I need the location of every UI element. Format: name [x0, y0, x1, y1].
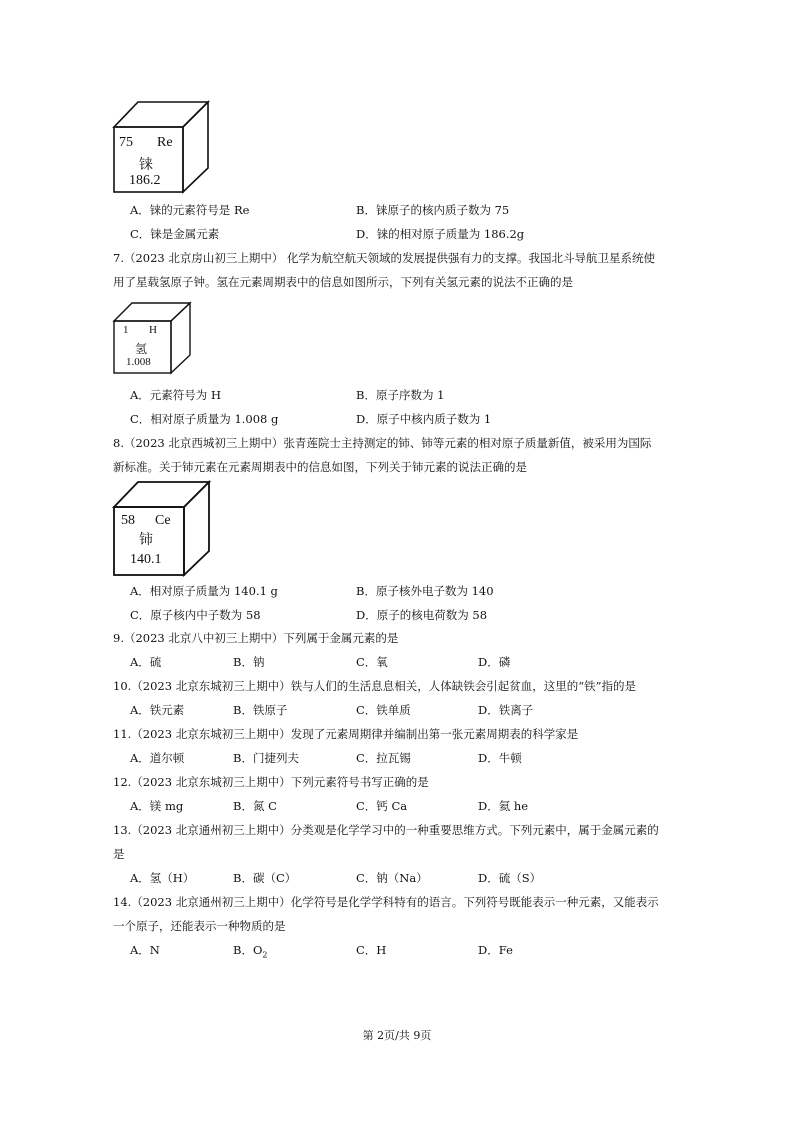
q10-option-b: B．铁原子 [233, 703, 288, 717]
q10-option-c: C．铁单质 [356, 703, 411, 717]
cube-outline [113, 302, 191, 374]
q6-option-a: A．铼的元素符号是 Re [130, 203, 250, 217]
atomic-mass: 1.008 [126, 356, 151, 368]
q14-option-d: D．Fe [478, 943, 513, 957]
element-symbol: Re [157, 135, 173, 150]
q9-option-b: B．钠 [233, 655, 265, 669]
q6-option-c: C．铼是金属元素 [130, 227, 220, 241]
q9-option-a: A．硫 [130, 655, 162, 669]
q14-option-b [233, 942, 267, 963]
q12-option-d: D．氦 he [478, 799, 529, 813]
atomic-number: 1 [123, 324, 129, 336]
q13-option-b: B．碳（C） [233, 871, 297, 885]
q11-option-a: A．道尔顿 [130, 751, 185, 765]
q9-option-d: D．磷 [478, 655, 511, 669]
q11-option-c: C．拉瓦锡 [356, 751, 411, 765]
atomic-number: 75 [119, 135, 133, 150]
q14-option-b-text: B．O [233, 943, 263, 957]
q7-option-a: A．元素符号为 H [130, 388, 221, 402]
q14-option-c: C．H [356, 943, 387, 957]
q7-stem-line2: 用了星载氢原子钟。氢在元素周期表中的信息如图所示，下列有关氢元素的说法不正确的是 [113, 275, 573, 289]
q13-option-c: C．钠（Na） [356, 871, 428, 885]
q13-stem-line2: 是 [113, 847, 125, 861]
element-symbol: Ce [155, 513, 171, 528]
q8-option-d: D．原子的核电荷数为 58 [356, 608, 488, 622]
page-footer: 第 2页/共 9页 [362, 1029, 432, 1042]
q13-option-a: A．氢（H） [130, 871, 195, 885]
atomic-number: 58 [121, 513, 135, 528]
q13-stem-line1: 13.（2023 北京通州初三上期中）分类观是化学学习中的一种重要思维方式。下列元素中，属于金属元素的 [113, 823, 659, 837]
q7-option-d: D．原子中核内质子数为 1 [356, 412, 492, 426]
q14-stem-line1: 14.（2023 北京通州初三上期中）化学符号是化学学科特有的语言。下列符号既能表示一种元素，又能表示 [113, 895, 659, 909]
q10-stem: 10.（2023 北京东城初三上期中）铁与人们的生活息息相关，人体缺铁会引起贫血，这里的“铁”指的是 [113, 679, 636, 693]
q6-option-b: B．铼原子的核内质子数为 75 [356, 203, 510, 217]
q7-stem-line1: 7.（2023 北京房山初三上期中） 化学为航空航天领域的发展提供强有力的支撑。我国北斗导航卫星系统使 [113, 251, 656, 265]
element-name: 铈 [139, 533, 153, 548]
element-cube-ce [113, 481, 210, 576]
atomic-mass: 186.2 [129, 173, 161, 188]
q7-option-c: C．相对原子质量为 1.008 g [130, 412, 279, 426]
q13-option-d: D．硫（S） [478, 871, 542, 885]
q14-stem-line2: 一个原子，还能表示一种物质的是 [113, 919, 286, 933]
q8-option-c: C．原子核内中子数为 58 [130, 608, 261, 622]
q12-option-a: A．镁 mg [130, 799, 184, 813]
q7-option-b: B．原子序数为 1 [356, 388, 445, 402]
q11-option-d: D．牛顿 [478, 751, 522, 765]
q8-option-a: A．相对原子质量为 140.1 g [130, 584, 278, 598]
q11-option-b: B．门捷列夫 [233, 751, 299, 765]
q14-option-b-subscript: 2 [262, 950, 268, 960]
element-symbol: H [149, 324, 157, 336]
element-name: 氢 [135, 342, 148, 356]
q12-option-c: C．钙 Ca [356, 799, 408, 813]
q8-stem-line1: 8.（2023 北京西城初三上期中）张青莲院士主持测定的铈、铈等元素的相对原子质量新值，被采用为国际 [113, 436, 652, 450]
q9-option-c: C．氧 [356, 655, 388, 669]
q9-stem: 9.（2023 北京八中初三上期中）下列属于金属元素的是 [113, 631, 399, 645]
q10-option-a: A．铁元素 [130, 703, 185, 717]
atomic-mass: 140.1 [130, 552, 162, 567]
q6-option-d: D．铼的相对原子质量为 186.2g [356, 227, 525, 241]
q8-stem-line2: 新标准。关于铈元素在元素周期表中的信息如图，下列关于铈元素的说法正确的是 [113, 460, 527, 474]
element-cube-re [113, 101, 209, 193]
q12-stem: 12.（2023 北京东城初三上期中）下列元素符号书写正确的是 [113, 775, 429, 789]
q14-option-a: A．N [130, 943, 160, 957]
element-name: 铼 [139, 158, 153, 173]
q10-option-d: D．铁离子 [478, 703, 534, 717]
q8-option-b: B．原子核外电子数为 140 [356, 584, 494, 598]
q12-option-b: B．氮 C [233, 799, 277, 813]
q11-stem: 11.（2023 北京东城初三上期中）发现了元素周期律并编制出第一张元素周期表的科学家是 [113, 727, 579, 741]
element-cube-h [113, 302, 191, 374]
